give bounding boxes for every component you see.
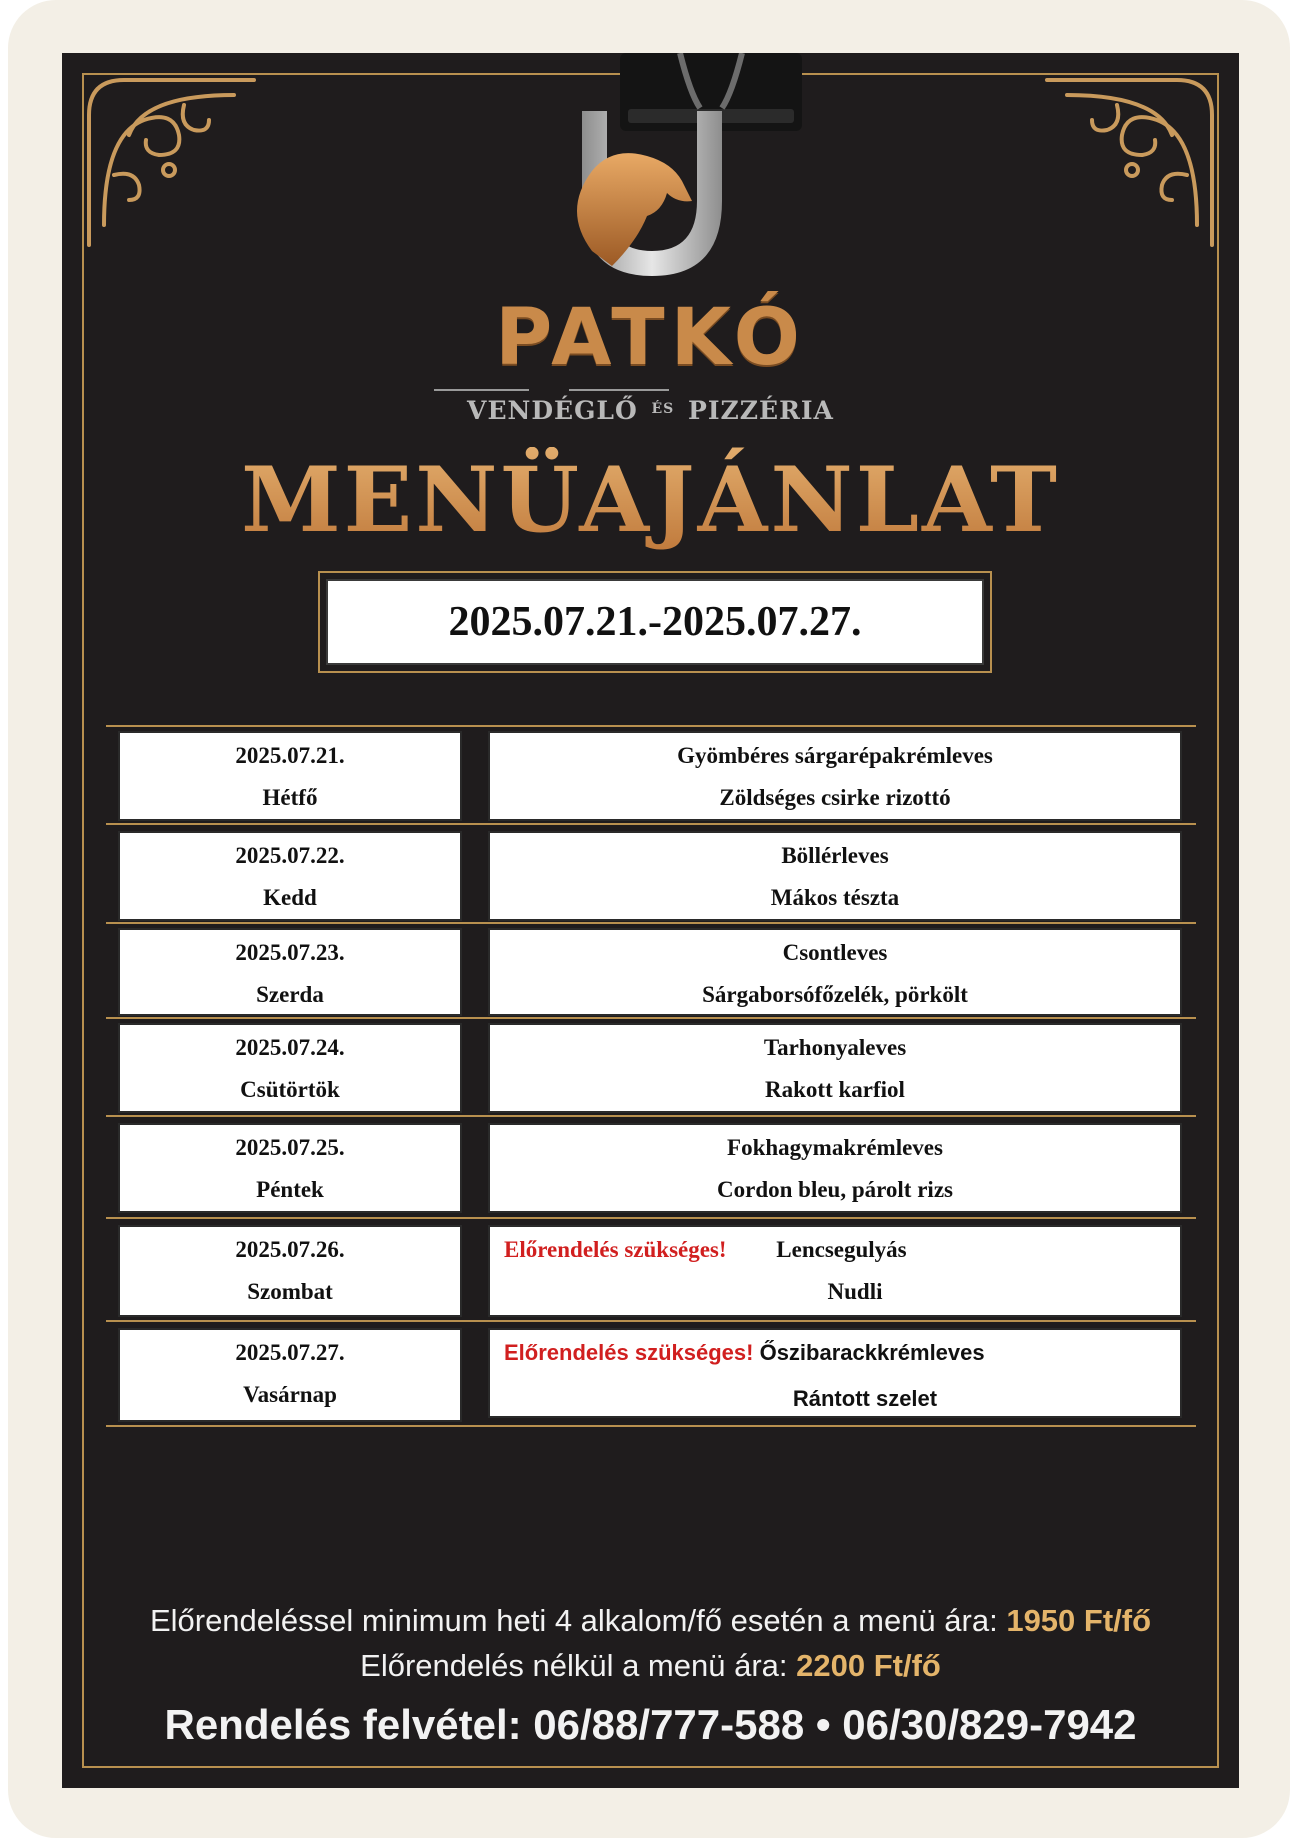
menu-line-1: [490, 1340, 1180, 1366]
day-cell: [118, 731, 462, 821]
row-divider: [106, 922, 1196, 924]
row-soup: Gyömbéres sárgarépakrémleves: [677, 743, 993, 768]
price-line-preorder: [62, 1603, 1239, 1639]
brand-sub-es: ÉS: [651, 401, 675, 417]
corner-ornament-icon: [1042, 75, 1217, 250]
day-cell: [118, 1328, 462, 1422]
row-day: Kedd: [263, 885, 317, 910]
menu-cell: [488, 1023, 1182, 1113]
day-cell: [118, 928, 462, 1016]
row-divider: [106, 1017, 1196, 1019]
row-date: 2025.07.26.: [235, 1237, 345, 1262]
row-soup: Böllérleves: [781, 843, 889, 868]
row-date: 2025.07.25.: [235, 1135, 345, 1160]
row-divider: [106, 1115, 1196, 1117]
row-date: 2025.07.23.: [235, 940, 345, 965]
row-divider: [106, 1217, 1196, 1219]
row-day: Csütörtök: [240, 1077, 340, 1102]
price-line-preorder-text: Előrendeléssel minimum heti 4 alkalom/fő esetén a menü ára:: [149, 1603, 998, 1638]
day-cell: [118, 1123, 462, 1213]
menu-line-1: [490, 1237, 1180, 1263]
period-box: [318, 571, 992, 673]
row-day: Hétfő: [262, 785, 318, 810]
row-soup: Őszibarackkrémleves: [759, 1340, 985, 1365]
row-divider: [106, 823, 1196, 825]
brand-divider: [569, 389, 669, 391]
row-soup: Lencsegulyás: [776, 1237, 907, 1262]
row-day: Szombat: [247, 1279, 333, 1304]
menu-cell: [488, 731, 1182, 821]
row-main: Sárgaborsófőzelék, pörkölt: [702, 982, 968, 1007]
row-date: 2025.07.24.: [235, 1035, 345, 1060]
row-divider: [106, 725, 1196, 727]
row-divider: [106, 1425, 1196, 1427]
row-main: Nudli: [827, 1279, 883, 1304]
row-date: 2025.07.27.: [235, 1340, 345, 1365]
row-day: Szerda: [256, 982, 324, 1007]
menu-cell: [488, 928, 1182, 1016]
row-day: Péntek: [256, 1177, 324, 1202]
row-date: 2025.07.21.: [235, 743, 345, 768]
row-main: Mákos tészta: [770, 885, 900, 910]
page-title: MENÜAJÁNLAT: [62, 447, 1239, 553]
menu-cell: [488, 831, 1182, 921]
row-main: Rakott karfiol: [765, 1077, 905, 1102]
row-main: Rántott szelet: [792, 1386, 938, 1411]
price-preorder: 1950 Ft/fő: [1006, 1603, 1152, 1638]
row-date: 2025.07.22.: [235, 843, 345, 868]
order-contact: Rendelés felvétel: 06/88/777-588 • 06/30/829-7942: [164, 1701, 1137, 1748]
row-soup: Csontleves: [782, 940, 888, 965]
brand-subtitle: [62, 396, 1239, 425]
day-cell: [118, 1225, 462, 1317]
day-cell: [118, 1023, 462, 1113]
menu-cell: [488, 1328, 1182, 1418]
price-standard: 2200 Ft/fő: [796, 1648, 941, 1683]
preorder-notice: Előrendelés szükséges!: [504, 1237, 727, 1262]
period-text: 2025.07.21.-2025.07.27.: [326, 579, 984, 665]
menu-board: [62, 53, 1239, 1788]
price-line-standard: [62, 1648, 1239, 1684]
brand-name: PATKÓ: [495, 293, 806, 383]
brand-sub-left: VENDÉGLŐ: [467, 396, 638, 425]
horseshoe-horse-logo-icon: [552, 101, 752, 301]
brand-divider: [434, 389, 529, 391]
row-day: Vasárnap: [243, 1382, 337, 1407]
preorder-notice: Előrendelés szükséges!: [504, 1340, 754, 1365]
day-cell: [118, 831, 462, 921]
row-soup: Tarhonyaleves: [763, 1035, 907, 1060]
corner-ornament-icon: [84, 75, 259, 250]
row-main: Zöldséges csirke rizottó: [719, 785, 951, 810]
row-soup: Fokhagymakrémleves: [727, 1135, 943, 1160]
price-line-standard-text: Előrendelés nélkül a menü ára:: [360, 1648, 788, 1683]
brand-sub-right: PIZZÉRIA: [688, 396, 834, 425]
row-main: Cordon bleu, párolt rizs: [717, 1177, 953, 1202]
menu-cell: [488, 1225, 1182, 1317]
menu-cell: [488, 1123, 1182, 1213]
row-divider: [106, 1320, 1196, 1322]
